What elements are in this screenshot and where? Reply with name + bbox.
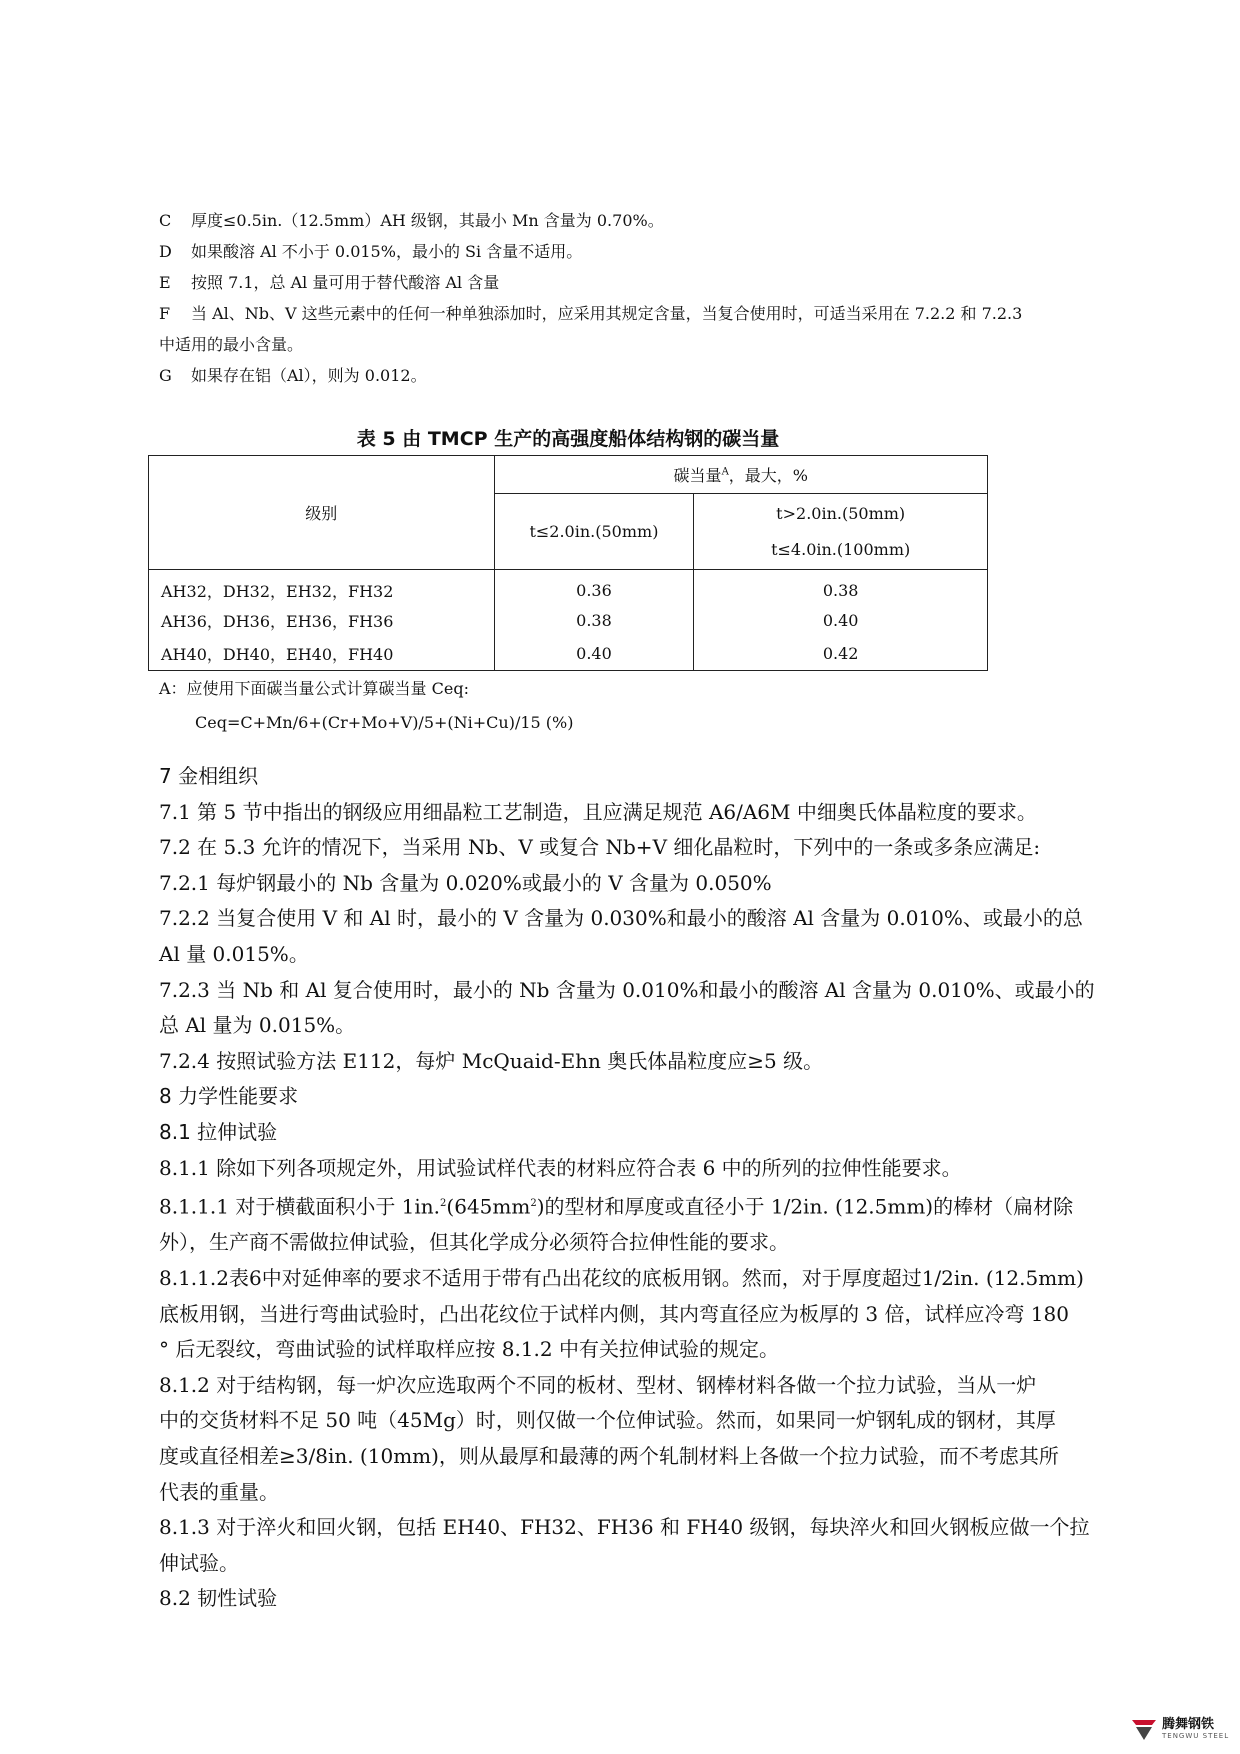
note-f: F 当 Al、Nb、V 这些元素中的任何一种单独添加时，应采用其规定含量，当复合使用时，可适当采用在 7.2.2 和 7.2.3 <box>159 304 1023 323</box>
company-logo: 腾舞钢铁 TENGWU STEEL <box>1130 1716 1229 1742</box>
logo-mark-icon <box>1130 1716 1158 1742</box>
grade-header: 级别 <box>149 456 495 570</box>
section-8-heading: 8 力学性能要求 <box>159 1084 299 1109</box>
table-row: AH36，DH36，EH36，FH36 0.38 0.40 <box>149 604 988 637</box>
carbon-equivalent-table <box>148 455 988 671</box>
table-row: AH32，DH32，EH32，FH32 0.36 0.38 <box>149 570 988 605</box>
col-thick-header: t>2.0in.(50mm) t≤4.0in.(100mm) <box>694 494 988 570</box>
col-thin-header: t≤2.0in.(50mm) <box>494 494 694 570</box>
note-g: G 如果存在铝（Al），则为 0.012。 <box>159 366 427 385</box>
ce-header: 碳当量$^A$，最大，% <box>494 456 987 494</box>
body-text: 7 金相组织 7.1 第 5 节中指出的钢级应用细晶粒工艺制造，且应满足规范 A6/A6M 中细奥氏体晶粒度的要求。 7.2 在 5.3 允许的情况下，当采用 Nb、V 或复合 Nb+V 细化晶粒时，下列中的一条或多条应满足: 7.2.1 每炉钢最小的 Nb 含量为 0.020%或最小的 V 含量为 0.050% 7.2.2 当复合使用 V 和 Al 时，最小的 V 含量为 0.030%和最小的酸溶 Al 含量为 0.010%、或最小的总 Al 量 0.015%。 7.2.3 当 Nb 和 Al 复合使用时，最小的 Nb 含量为 0.010%和最小的酸溶 Al 含量为 0.010%、或最小的 总 Al 量为 0.015%。 7.2.4 按照试验方法 E112，每炉 McQuaid-Ehn 奥氏体晶粒度应≥5 级。 8 力学性能要求 8.1 拉伸试验 8.1.1 除如下列各项规定外，用试验试样代表的材料应符合表 6 中的所列的拉伸性能要求。 8.1.1.1 对于横截面积小于 $1in.^2(645mm^2)$的型材和厚度或直径小于 1/2in. (12.5mm)的棒材（扁材除 外），生产商不需做拉伸试验，但其化学成分必须符合拉伸性能的要求。 8.1.1.2表6中对延伸率的要求不适用于带有凸出花纹的底板用钢。然而，对于厚度超过1/2in. (12.5mm) 底板用钢，当进行弯曲试验时，凸出花纹位于试样内侧，其内弯直径应为板厚的 3 倍，试样应冷弯 180 ° 后无裂纹，弯曲试验的试样取样应按 8.1.2 中有关拉伸试验的规定。 8.1.2 对于结构钢，每一炉次应选取两个不同的板材、型材、钢棒材料各做一个拉力试验，当从一炉 中的交货材料不足 50 吨（45Mg）时，则仅做一个位伸试验。然而，如果同一炉钢轧成的钢材，其厚 度或直径相差≥3/8in. (10mm)，则从最厚和最薄的两个轧制材料上各做一个拉力试验，而不考虑其所 代表的重量。 8.1.3 对于淬火和回火钢，包括 EH40、FH32、FH36 和 FH40 级钢，每块淬火和回火钢板应做一个拉 伸试验。 8.2 韧性试验 <box>159 759 1129 1617</box>
table-footnote: A：应使用下面碳当量公式计算碳当量 Ceq: Ceq=C+Mn/6+(Cr+Mo+V)/5+(Ni+Cu)/15 (%) <box>159 672 573 740</box>
note-f-cont: 中适用的最小含量。 <box>159 335 304 354</box>
table-row: AH40，DH40，EH40，FH40 0.40 0.42 <box>149 637 988 671</box>
para-8-1-1-1: 8.1.1.1 对于横截面积小于 $1in.^2(645mm^2)$的型材和厚度或直径小于 1/2in. (12.5mm)的棒材（扁材除 <box>159 1194 1074 1219</box>
ceq-formula: Ceq=C+Mn/6+(Cr+Mo+V)/5+(Ni+Cu)/15 (%) <box>195 713 574 732</box>
section-7-heading: 7 金相组织 <box>159 764 259 788</box>
table-title: 表 5 由 TMCP 生产的高强度船体结构钢的碳当量 <box>356 428 780 450</box>
section-8-2-heading: 8.2 韧性试验 <box>159 1586 278 1611</box>
note-c: C 厚度≤0.5in.（12.5mm）AH 级钢，其最小 Mn 含量为 0.70%。 <box>159 211 664 230</box>
table-notes <box>159 205 1129 391</box>
section-8-1-heading: 8.1 拉伸试验 <box>159 1119 278 1144</box>
note-e: E 按照 7.1，总 Al 量可用于替代酸溶 Al 含量 <box>159 273 500 292</box>
note-d: D 如果酸溶 Al 不小于 0.015%，最小的 Si 含量不适用。 <box>159 242 583 261</box>
